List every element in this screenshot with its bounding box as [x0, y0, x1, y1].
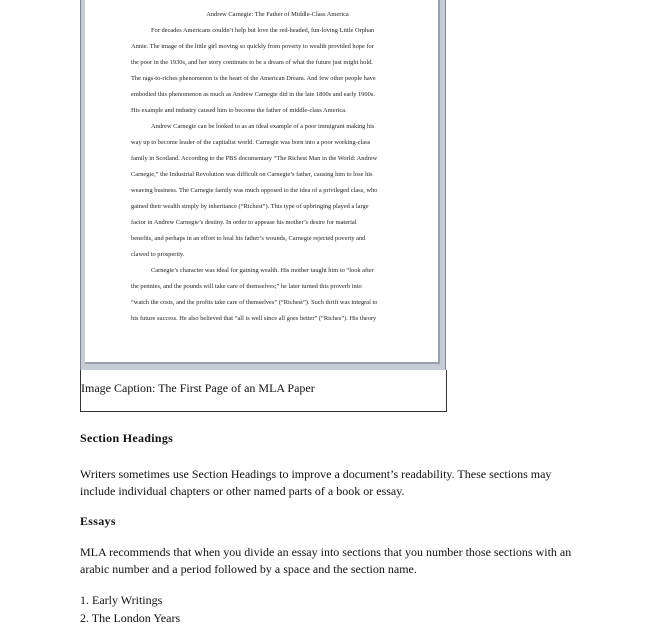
section-headings-heading: Section Headings: [80, 431, 174, 445]
paper-line: way up to become leader of the capitalist world. Carnegie was born into a poor working-class: [131, 139, 371, 146]
section-headings-paragraph: Writers sometimes use Section Headings to improve a document’s readability. These sections may include individual chapters or other named parts of a book or essay.: [80, 467, 552, 498]
paper-line: the poor in the 1930s, and her story continues to be a dream of what the future just might hold.: [131, 59, 373, 66]
paper-line: his future success. He also believed that “all is well since all goes better” (“Riches”). His theory: [131, 315, 377, 322]
mla-paper-page: [85, 0, 440, 364]
paper-line: Annie. The image of the little girl moving so quickly from poverty to wealth provided hope for: [131, 43, 374, 50]
paper-line: His example and industry caused him to become the father of middle-class America.: [131, 107, 347, 114]
paper-line: For decades Americans couldn’t help but love the red-headed, fun-loving Little Orphan: [151, 27, 375, 34]
paper-title: Andrew Carnegie: The Father of Middle-Class America: [206, 11, 349, 18]
paper-line: the pennies, and the pounds will take care of themselves;” he later turned this proverb into: [131, 283, 362, 290]
paper-line: The rags-to-riches phenomenon is the heart of the American Dream. And few other people have: [131, 75, 376, 82]
essays-paragraph: MLA recommends that when you divide an essay into sections that you number those sections with an arabic number and a period followed by a space and the section name.: [80, 545, 572, 576]
paper-line: “watch the costs, and the profits take care of themselves” (“Richest”). Such thrift was integral to: [131, 299, 378, 306]
paper-line: Carnegie’s character was ideal for gaining wealth. His mother taught him to “look after: [151, 267, 374, 274]
paper-line: clawed to prosperity.: [131, 251, 185, 258]
figure-image: [80, 0, 446, 370]
paper-line: weaving business. The Carnegie family was much opposed to the idea of a privileged class, who: [131, 187, 378, 194]
paper-line: factor in Andrew Carnegie’s destiny. In order to appease his mother’s desire for material: [131, 219, 357, 226]
paper-line: gained their wealth simply by inheritance (“Richest”). This type of upbringing played a large: [131, 203, 369, 210]
image-caption: Image Caption: The First Page of an MLA Paper: [80, 370, 447, 412]
list-item: 1. Early Writings: [80, 593, 163, 607]
list-item: 2. The London Years: [80, 611, 181, 625]
paper-line: benefits, and perhaps in an effort to heal his father’s wounds, Carnegie rejected poverty and: [131, 235, 366, 242]
paper-line: embodied this phenomenon as much as Andrew Carnegie did in the late 1800s and early 1900s.: [131, 91, 375, 98]
section-list: [80, 591, 180, 627]
paper-line: Andrew Carnegie can be looked to as an ideal example of a poor immigrant making his: [151, 123, 375, 130]
paper-line: family in Scotland. According to the PBS documentary “The Richest Man in the World: Andrew: [131, 155, 378, 162]
paper-line: Carnegie,” the Industrial Revolution was difficult on Carnegie’s father, causing him to lose his: [131, 171, 373, 178]
paper-body: [131, 23, 424, 327]
essays-heading: Essays: [80, 514, 116, 528]
